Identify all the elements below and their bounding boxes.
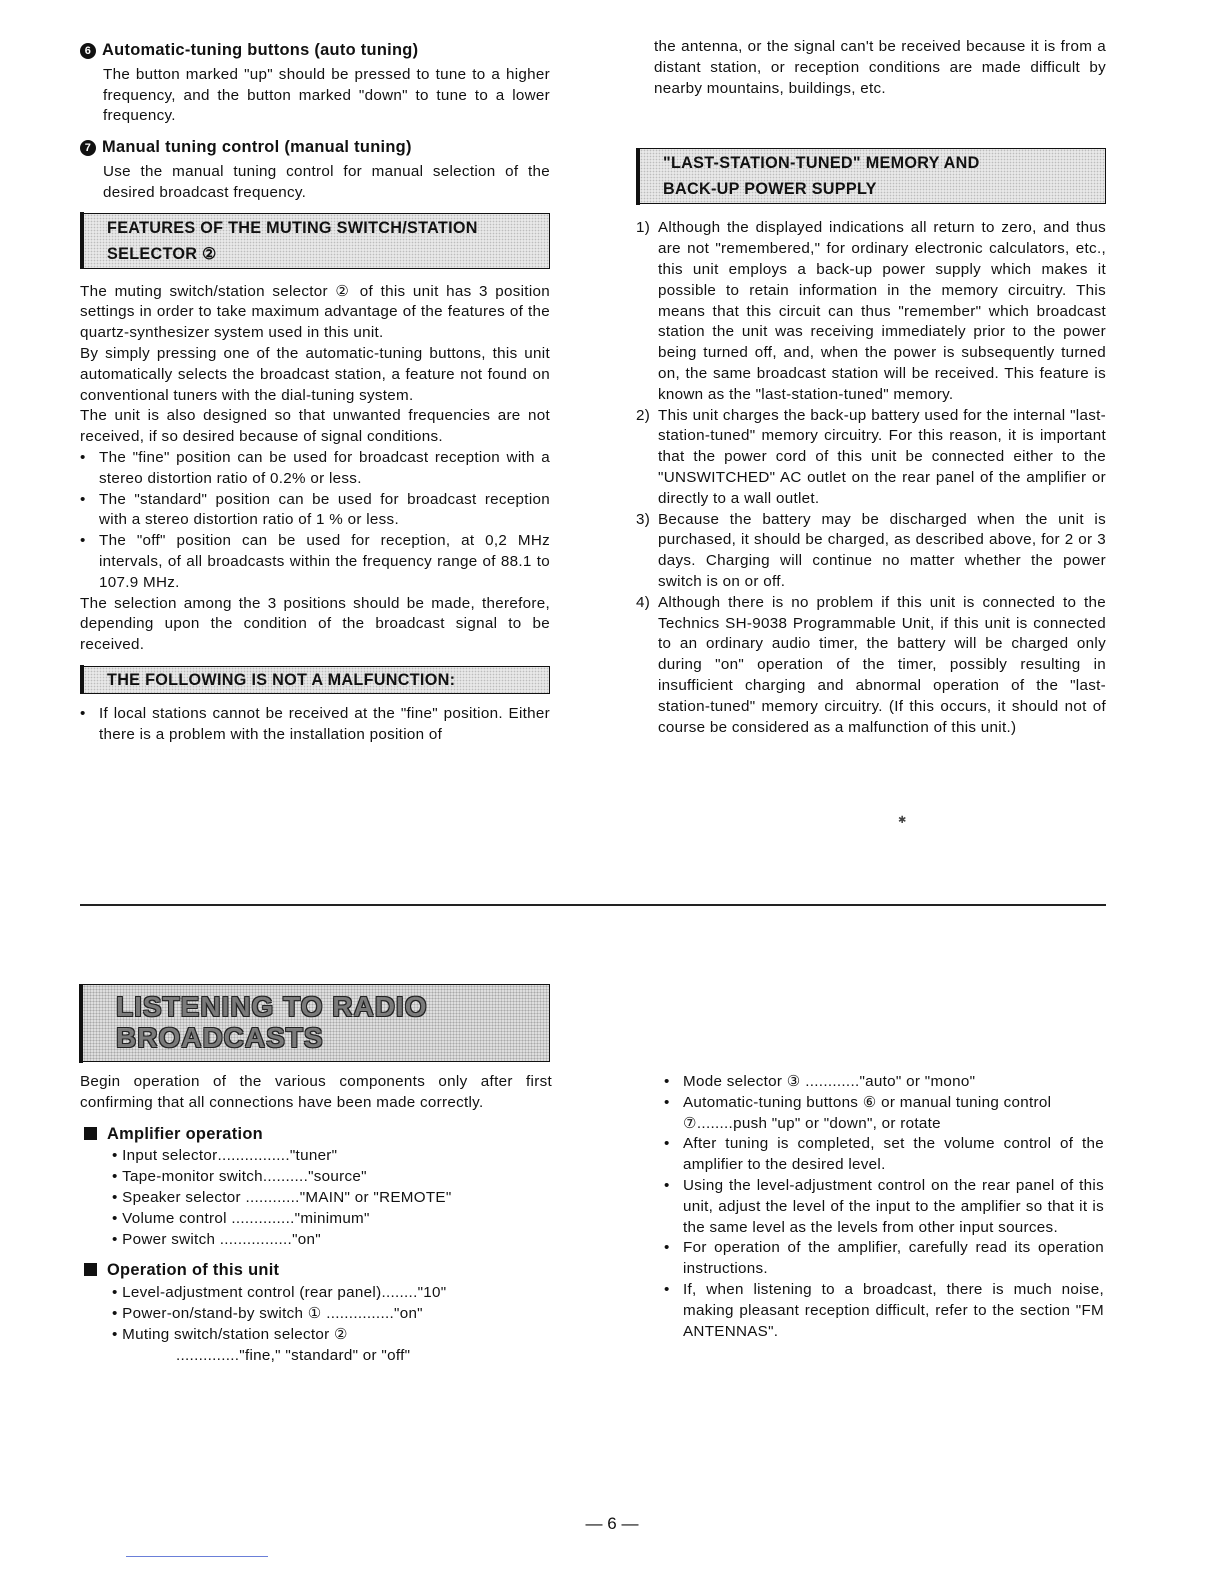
list-item: • Power switch ................ "on" [112,1230,321,1248]
list-item: • The "standard" position can be used for broadcast reception with a stereo distortion ratio of 1 % or less. [80,490,550,529]
muting-paragraph-3: The unit is also designed so that unwanted frequencies are not received, if so desired because of signal conditions. [80,407,550,446]
list-item: 4) Although there is no problem if this unit is connected to the Technics SH-9038 Programmable Unit, if this unit is connected to an ordinary audio timer, the battery will be charged only during "on" operation of the timer, possibly resulting in insufficient charging and abnormal operation of the "last-station-tuned" memory circuitry. (If this occurs, it should not of course be considered as a malfunction of this unit.) [636,593,1106,736]
left-column-top [80,40,550,746]
right-column-top [636,37,1106,738]
left-column-bottom [80,1072,552,1366]
muting-features-heading: FEATURES OF THE MUTING SWITCH/STATION SELECTOR ② [80,213,550,269]
memory-heading: "LAST-STATION-TUNED" MEMORY AND BACK-UP POWER SUPPLY [636,148,1106,204]
amplifier-operation-heading: Amplifier operation [80,1124,552,1145]
unit-operation-heading: Operation of this unit [80,1260,552,1281]
unit-settings-list [80,1283,552,1366]
muting-paragraph-4: The selection among the 3 positions should be made, therefore, depending upon the condition of the broadcast signal to be received. [80,594,550,654]
list-item: • Using the level-adjustment control on the rear panel of this unit, adjust the level of the input to the amplifier so that it is the same level as the levels from other input sources. [664,1176,1104,1236]
right-column-bottom [664,1072,1104,1342]
list-item: • If local stations cannot be received at the "fine" position. Either there is a problem with the installation position of [80,704,550,743]
item-7-body: Use the manual tuning control for manual selection of the desired broadcast frequency. [103,162,550,201]
listening-heading-box [79,984,550,1062]
muting-paragraph-2: By simply pressing one of the automatic-tuning buttons, this unit automatically selects the broadcast station, a feature not found on conventional tuners with the dial-tuning system. [80,344,550,404]
list-item: • Volume control .............. "minimum" [112,1209,370,1227]
list-item: • The "fine" position can be used for broadcast reception with a stereo distortion ratio of 0.2% or less. [80,448,550,487]
list-item: • Level-adjustment control (rear panel) ........ "10" [112,1284,447,1302]
malfunction-heading: THE FOLLOWING IS NOT A MALFUNCTION: [80,666,550,694]
listening-heading: LISTENING TO RADIO BROADCASTS [116,991,428,1053]
list-item: • Speaker selector ............ "MAIN" or "REMOTE" [112,1188,452,1206]
list-item: • Input selector ................ "tuner" [112,1147,338,1165]
list-item: 2) This unit charges the back-up battery used for the internal "last-station-tuned" memory circuitry. For this reason, it is important that the power cord of this unit be connected either to the "UNSWITCHED" AC outlet on the rear panel of the amplifier or directly to a wall outlet. [636,406,1106,507]
list-item: • Tape-monitor switch .......... "source" [112,1168,367,1186]
muting-settings-line: .............."fine," "standard" or "off" [176,1346,411,1364]
list-item: • For operation of the amplifier, carefully read its operation instructions. [664,1239,1104,1278]
item-7-heading: 7 Manual tuning control (manual tuning) [80,137,550,158]
black-square-icon [84,1263,97,1276]
list-item: • Power-on/stand-by switch ① ............... "on" [112,1304,423,1322]
muting-paragraph-1: The muting switch/station selector ② of this unit has 3 position settings in order to take maximum advantage of the features of the quartz-synthesizer system used in this unit. [80,282,550,342]
list-item: • Automatic-tuning buttons ⑥ or manual tuning control ⑦........push "up" or "down", or rotate [664,1093,1052,1132]
antenna-continued-text: the antenna, or the signal can't be received because it is from a distant station, or reception conditions are made difficult by nearby mountains, buildings, etc. [654,38,1106,97]
circled-6-icon: 6 [80,43,96,59]
memory-list [636,218,1106,738]
list-item: • If, when listening to a broadcast, there is much noise, making pleasant reception difficult, refer to the section "FM ANTENNAS". [664,1280,1104,1340]
item-6-body: The button marked "up" should be pressed to tune to a higher frequency, and the button marked "down" to tune to a lower frequency. [103,65,550,125]
section-divider [80,904,1106,906]
list-item: 1) Although the displayed indications all return to zero, and thus are not "remembered," for ordinary electronic calculators, etc., this unit employs a back-up power supply which makes it possible to retain information in the memory circuitry. This means that this circuit can thus "remember" which broadcast station the unit was receiving immediately prior to the power being turned off, and, when the power is subsequently turned on, the same broadcast station will be received. This feature is known as the "last-station-tuned" memory. [636,219,1106,403]
black-square-icon [84,1127,97,1140]
listening-intro: Begin operation of the various components only after first confirming that all connections have been made correctly. [80,1073,552,1111]
scan-artifact-line [126,1556,268,1557]
amplifier-settings-list [80,1146,552,1250]
circled-7-icon: 7 [80,140,96,156]
item-6-heading: 6 Automatic-tuning buttons (auto tuning) [80,40,550,61]
list-item: • After tuning is completed, set the volume control of the amplifier to the desired level. [664,1135,1104,1174]
scan-speck: ✱ [898,815,907,826]
list-item: • Mode selector ③ ............"auto" or "mono" [664,1073,976,1090]
page-number: — 6 — [585,1514,639,1533]
list-item: 3) Because the battery may be discharged when the unit is purchased, it should be charged, as described above, for 2 or 3 days. Charging will continue no matter whether the power switch is on or off. [636,510,1106,590]
list-item: • Muting switch/station selector ② [112,1325,348,1343]
list-item: • The "off" position can be used for reception, at 0,2 MHz intervals, of all broadcasts within the frequency range of 88.1 to 107.9 MHz. [80,532,550,591]
